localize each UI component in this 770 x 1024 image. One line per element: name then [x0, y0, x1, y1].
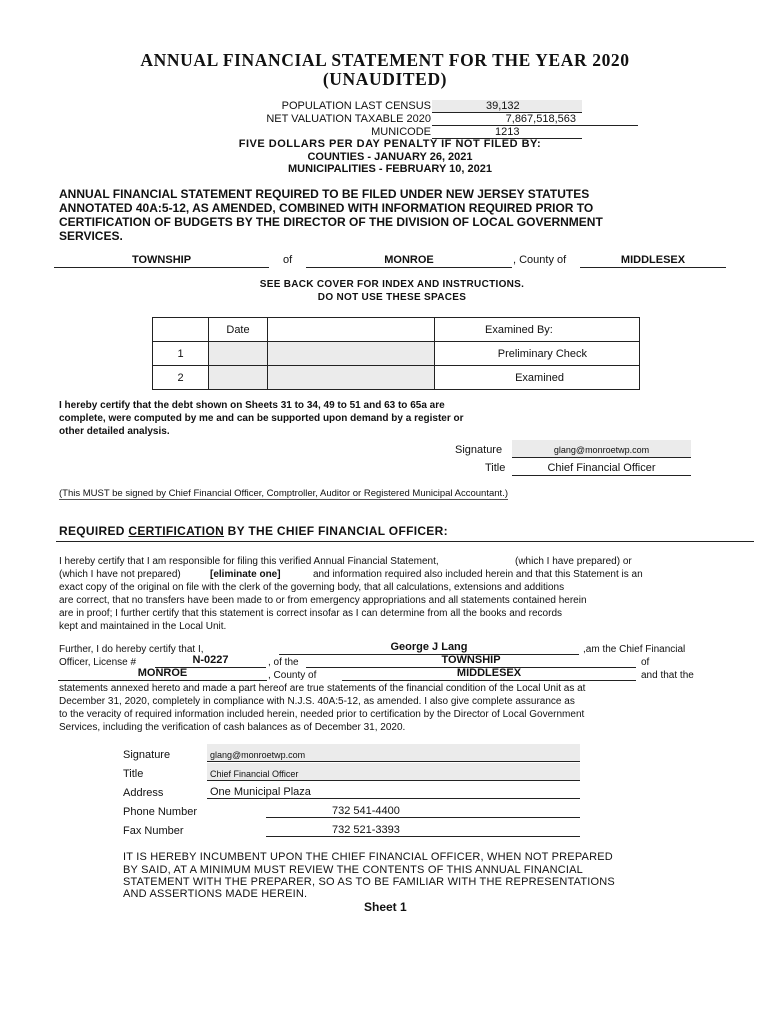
cert-text-line-1a: I hereby certify that I am responsible for filing this verified Annual Financial Statement, [59, 556, 439, 567]
population-value[interactable]: 39,132 [432, 100, 582, 113]
examined-by-header [435, 318, 640, 342]
counties-deadline: COUNTIES - JANUARY 26, 2021 [307, 151, 473, 163]
cert-text-line-1b: (which I have prepared) or [515, 556, 632, 567]
cert-text-line-3: exact copy of the original on file with the clerk of the governing body, that all calculations, extensions and additions [59, 582, 565, 593]
municipality-type[interactable]: TOWNSHIP [54, 254, 269, 268]
of-label: of [283, 254, 293, 266]
cert-county-field[interactable]: MIDDLESEX [342, 667, 636, 681]
debt-cert-line-2: complete, were computed by me and can be supported upon demand by a register or [59, 413, 464, 424]
municipalities-deadline: MUNICIPALITIES - FEBRUARY 10, 2021 [288, 163, 492, 175]
exam-blank-header [268, 318, 435, 342]
examined-by-label: Examined By: [485, 323, 553, 336]
statute-line-2: ANNOTATED 40A:5-12, AS AMENDED, COMBINED WITH INFORMATION REQUIRED PRIOR TO [59, 201, 594, 215]
county-name[interactable]: MIDDLESEX [580, 254, 726, 268]
exam-row-label [435, 366, 640, 390]
contact-address-label: Address [123, 787, 164, 799]
am-cfo-label: ,am the Chief Financial [583, 644, 686, 655]
contact-signature-label: Signature [123, 749, 171, 761]
contact-signature-field[interactable]: glang@monroetwp.com [207, 744, 580, 762]
examined-label: Examined [515, 371, 564, 384]
population-label: POPULATION LAST CENSUS [281, 100, 431, 112]
cert-municipality-field[interactable]: MONROE [58, 667, 267, 681]
must-sign-note: (This MUST be signed by Chief Financial Officer, Comptroller, Auditor or Registered Municipal Accountant.) [59, 488, 508, 499]
do-not-use-note: DO NOT USE THESE SPACES [317, 292, 467, 303]
of-the-label: , of the [268, 657, 299, 668]
cert-text-q2: December 31, 2020, completely in compliance with N.J.S. 40A:5-12, as amended. I also give complete assurance as [59, 696, 575, 707]
statute-line-1: ANNUAL FINANCIAL STATEMENT REQUIRED TO BE FILED UNDER NEW JERSEY STATUTES [59, 187, 590, 201]
and-that-label: and that the [641, 670, 694, 681]
preliminary-check-label: Preliminary Check [497, 347, 587, 360]
contact-phone-field[interactable]: 732 541-4400 [266, 805, 580, 818]
contact-title-field[interactable]: Chief Financial Officer [207, 763, 580, 781]
county-of-label: , County of [268, 670, 317, 681]
heading-suffix: BY THE CHIEF FINANCIAL OFFICER: [224, 524, 448, 538]
cert-text-line-2c: and information required also included herein and that this Statement is an [313, 569, 643, 580]
cfo-name-field[interactable]: George J Lang [279, 641, 579, 655]
debt-cert-line-3: other detailed analysis. [59, 426, 170, 437]
exam-row-number: 1 [153, 342, 209, 366]
page-subtitle: (UNAUDITED) [322, 69, 448, 89]
statute-line-4: SERVICES. [59, 229, 123, 243]
sheet-number: Sheet 1 [364, 900, 407, 914]
examination-table [152, 317, 640, 390]
incumbent-line-4: AND ASSERTIONS MADE HEREIN. [123, 888, 308, 900]
cert-text-line-4: are correct, that no transfers have been made to or from emergency appropriations and all statements contained herein [59, 595, 587, 606]
debt-title-label: Title [485, 462, 506, 474]
debt-signature-label: Signature [455, 444, 503, 456]
page-title: ANNUAL FINANCIAL STATEMENT FOR THE YEAR 2020 [140, 50, 630, 70]
municipality-name[interactable]: MONROE [306, 254, 512, 268]
county-label: , County of [513, 254, 567, 266]
cert-text-line-2a: (which I have not prepared) [59, 569, 181, 580]
incumbent-line-3: STATEMENT WITH THE PREPARER, SO AS TO BE FAMILIAR WITH THE REPRESENTATIONS [123, 876, 615, 888]
exam-corner-cell [153, 318, 209, 342]
cert-township-field[interactable]: TOWNSHIP [306, 654, 636, 668]
exam-date-field[interactable] [209, 366, 268, 390]
penalty-notice: FIVE DOLLARS PER DAY PENALTY IF NOT FILED BY: [238, 138, 542, 150]
debt-cert-line-1: I hereby certify that the debt shown on Sheets 31 to 34, 49 to 51 and 63 to 65a are [59, 400, 445, 411]
contact-fax-field[interactable]: 732 521-3393 [266, 824, 580, 837]
exam-row-label [435, 342, 640, 366]
contact-title-label: Title [123, 768, 144, 780]
cert-text-line-6: kept and maintained in the Local Unit. [59, 621, 227, 632]
heading-certification: CERTIFICATION [128, 524, 225, 538]
statute-line-3: CERTIFICATION OF BUDGETS BY THE DIRECTOR OF THE DIVISION OF LOCAL GOVERNMENT [59, 215, 603, 229]
incumbent-line-1: IT IS HEREBY INCUMBENT UPON THE CHIEF FINANCIAL OFFICER, WHEN NOT PREPARED [123, 851, 613, 863]
contact-address-field[interactable]: One Municipal Plaza [207, 786, 580, 799]
valuation-label: NET VALUATION TAXABLE 2020 [266, 113, 431, 125]
license-number-field[interactable]: N-0227 [155, 654, 266, 668]
valuation-value[interactable]: 7,867,518,563 [432, 113, 638, 126]
exam-row-number: 2 [153, 366, 209, 390]
heading-divider [56, 541, 754, 542]
municode-label: MUNICODE [371, 126, 431, 138]
date-header: Date [209, 318, 268, 342]
required-certification-heading [59, 524, 448, 538]
of-label-2: of [641, 657, 650, 668]
cert-text-line-5: are in proof; I further certify that this statement is correct insofar as I can determine from all the books and records [59, 608, 563, 619]
eliminate-one-note: [eliminate one] [210, 569, 281, 580]
exam-initials-field[interactable] [268, 366, 435, 390]
heading-prefix: REQUIRED [59, 524, 129, 538]
debt-signature-field[interactable]: glang@monroetwp.com [512, 440, 691, 458]
further-certify-label: Further, I do hereby certify that I, [59, 644, 204, 655]
index-instructions-note: SEE BACK COVER FOR INDEX AND INSTRUCTIONS. [259, 279, 525, 290]
exam-date-field[interactable] [209, 342, 268, 366]
debt-title-field[interactable]: Chief Financial Officer [512, 462, 691, 476]
cert-text-q3: to the veracity of required information included herein, needed prior to certification by the Director of Local Government [59, 709, 585, 720]
contact-phone-label: Phone Number [123, 806, 197, 818]
incumbent-line-2: BY SAID, AT A MINIMUM MUST REVIEW THE CONTENTS OF THIS ANNUAL FINANCIAL [123, 864, 583, 876]
officer-license-label: Officer, License # [59, 657, 137, 668]
contact-fax-label: Fax Number [123, 825, 184, 837]
cert-text-q4: Services, including the verification of cash balances as of December 31, 2020. [59, 722, 406, 733]
exam-initials-field[interactable] [268, 342, 435, 366]
municode-value[interactable]: 1213 [432, 126, 582, 139]
cert-text-q1: statements annexed hereto and made a part hereof are true statements of the financial condition of the Local Unit as at [59, 683, 586, 694]
